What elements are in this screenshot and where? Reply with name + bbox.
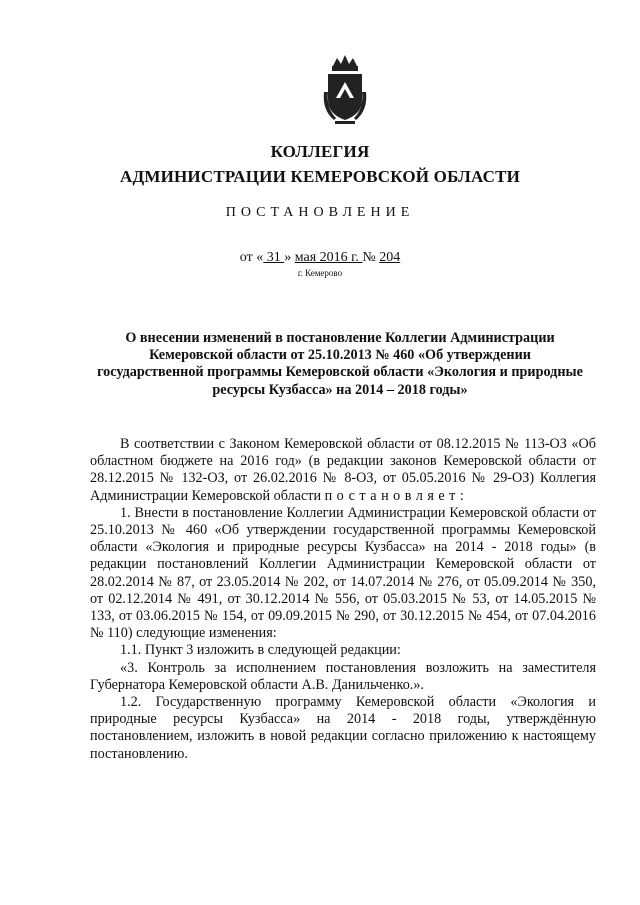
paragraph-1: 1. Внести в постановление Коллегии Администрации Кемеровской области от 25.10.2013 № 460 «Об утверждении государственной программы Кемеровской области «Экология и природные ресурсы Кузбасса» на 2014 - 2018 годы» (в редакции постановлений Коллегии Администрации Кемеровской области от 28.02.2014 № 87, от 23.05.2014 № 202, от 14.07.2014 № 276, от 05.09.2014 № 350, от 02.12.2014 № 491, от 30.12.2014 № 556, от 05.03.2015 № 53, от 14.05.2015 № 133, от 03.06.2015 № 154, от 09.09.2015 № 290, от 30.12.2015 № 454, от 07.04.2016 № 110) следующие изменения: xyxy=(90,504,596,642)
org-name-line2: АДМИНИСТРАЦИИ КЕМЕРОВСКОЙ ОБЛАСТИ xyxy=(119,167,521,186)
paragraph-preamble: В соответствии с Законом Кемеровской области от 08.12.2015 № 113-ОЗ «Об областном бюджете на 2016 год» (в редакции законов Кемеровской области от 28.12.2015 № 132-ОЗ, от 26.02.2016 № 8-ОЗ, от 05.05.2016 № 29-ОЗ) Коллегия Администрации Кемеровской области постановляет: xyxy=(90,436,596,504)
coat-of-arms-icon xyxy=(322,52,368,126)
paragraph-quote: «3. Контроль за исполнением постановления возложить на заместителя Губернатора Кемеровской области А.В. Данильченко.». xyxy=(90,659,596,693)
date-mid: » xyxy=(284,250,295,265)
document-body xyxy=(90,436,596,763)
paragraph-1-1: 1.1. Пункт 3 изложить в следующей редакции: xyxy=(120,642,401,659)
resolution-keyword: постановляет: xyxy=(324,487,469,504)
date-month-year: мая 2016 г. xyxy=(294,250,363,265)
date-prefix: от « xyxy=(239,250,264,265)
document-title: О внесении изменений в постановление Коллегии Администрации Кемеровской области от 25.10.2013 № 460 «Об утверждении государственной программы Кемеровской области «Экология и природные ресурсы Кузбасса» на 2014 – 2018 годы» xyxy=(97,330,583,398)
document-type: ПОСТАНОВЛЕНИЕ xyxy=(225,205,415,220)
city: г. Кемерово xyxy=(297,268,343,278)
document-number: 204 xyxy=(379,250,401,265)
paragraph-1-2: 1.2. Государственную программу Кемеровской области «Экология и природные ресурсы Кузбасса» на 2014 - 2018 годы, утверждённую постановлением, изложить в новой редакции согласно приложению к настоящему постановлению. xyxy=(90,694,596,762)
date-day: 31 xyxy=(263,250,285,265)
org-name-line1: КОЛЛЕГИЯ xyxy=(270,142,370,161)
date-number-line xyxy=(0,250,640,266)
number-label: № xyxy=(362,250,380,265)
